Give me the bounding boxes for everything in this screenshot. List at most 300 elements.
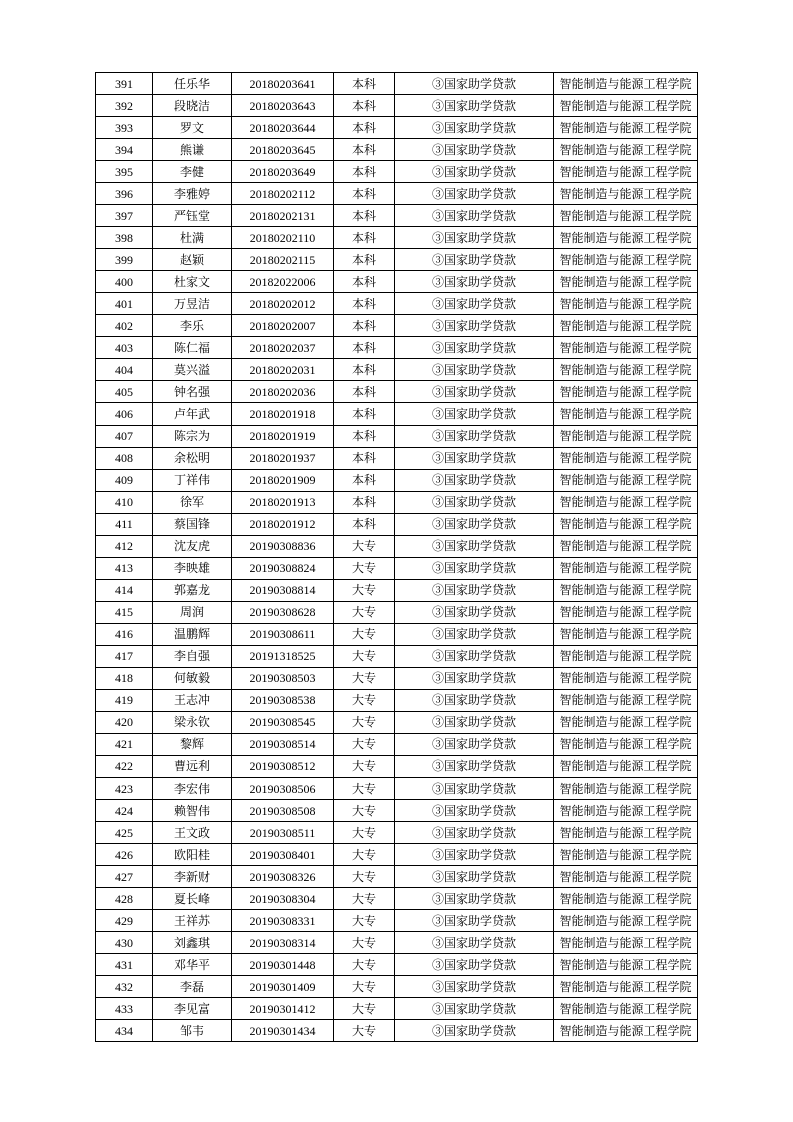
student-name-cell: 李见富 [153, 998, 232, 1020]
table-row [96, 800, 698, 822]
education-level-cell: 大专 [334, 601, 395, 623]
education-level-cell: 大专 [334, 535, 395, 557]
student-name-cell: 曹远利 [153, 755, 232, 777]
education-level-cell: 大专 [334, 800, 395, 822]
table-row [96, 425, 698, 447]
row-number-cell: 418 [96, 667, 153, 689]
row-number-cell: 427 [96, 866, 153, 888]
loan-type-cell: ③国家助学贷款 [395, 932, 554, 954]
loan-type-cell: ③国家助学贷款 [395, 425, 554, 447]
student-name-cell: 蔡国锋 [153, 513, 232, 535]
row-number-cell: 433 [96, 998, 153, 1020]
loan-type-cell: ③国家助学贷款 [395, 535, 554, 557]
education-level-cell: 大专 [334, 954, 395, 976]
table-row [96, 557, 698, 579]
loan-type-cell: ③国家助学贷款 [395, 645, 554, 667]
education-level-cell: 本科 [334, 183, 395, 205]
college-name-cell: 智能制造与能源工程学院 [554, 227, 698, 249]
education-level-cell: 本科 [334, 359, 395, 381]
loan-type-cell: ③国家助学贷款 [395, 337, 554, 359]
loan-type-cell: ③国家助学贷款 [395, 403, 554, 425]
table-row [96, 139, 698, 161]
row-number-cell: 421 [96, 733, 153, 755]
college-name-cell: 智能制造与能源工程学院 [554, 139, 698, 161]
education-level-cell: 本科 [334, 469, 395, 491]
row-number-cell: 409 [96, 469, 153, 491]
education-level-cell: 大专 [334, 667, 395, 689]
table-body [96, 73, 698, 1042]
education-level-cell: 大专 [334, 755, 395, 777]
row-number-cell: 396 [96, 183, 153, 205]
table-row [96, 645, 698, 667]
table-row [96, 998, 698, 1020]
student-id-cell: 20190308824 [232, 557, 334, 579]
row-number-cell: 399 [96, 249, 153, 271]
table-row [96, 513, 698, 535]
student-id-cell: 20190308538 [232, 689, 334, 711]
college-name-cell: 智能制造与能源工程学院 [554, 822, 698, 844]
student-id-cell: 20190308511 [232, 822, 334, 844]
row-number-cell: 423 [96, 778, 153, 800]
row-number-cell: 431 [96, 954, 153, 976]
student-name-cell: 杜家文 [153, 271, 232, 293]
education-level-cell: 本科 [334, 513, 395, 535]
table-row [96, 822, 698, 844]
student-name-cell: 何敏毅 [153, 667, 232, 689]
student-id-cell: 20180201918 [232, 403, 334, 425]
table-row [96, 73, 698, 95]
student-id-cell: 20180201937 [232, 447, 334, 469]
row-number-cell: 410 [96, 491, 153, 513]
student-id-cell: 20190308628 [232, 601, 334, 623]
student-name-cell: 杜满 [153, 227, 232, 249]
education-level-cell: 大专 [334, 866, 395, 888]
education-level-cell: 大专 [334, 844, 395, 866]
loan-type-cell: ③国家助学贷款 [395, 557, 554, 579]
education-level-cell: 大专 [334, 998, 395, 1020]
student-name-cell: 温鹏辉 [153, 623, 232, 645]
row-number-cell: 419 [96, 689, 153, 711]
row-number-cell: 417 [96, 645, 153, 667]
loan-type-cell: ③国家助学贷款 [395, 183, 554, 205]
student-name-cell: 李新财 [153, 866, 232, 888]
table-row [96, 689, 698, 711]
row-number-cell: 430 [96, 932, 153, 954]
loan-type-cell: ③国家助学贷款 [395, 73, 554, 95]
college-name-cell: 智能制造与能源工程学院 [554, 271, 698, 293]
student-name-cell: 罗文 [153, 117, 232, 139]
row-number-cell: 405 [96, 381, 153, 403]
college-name-cell: 智能制造与能源工程学院 [554, 535, 698, 557]
row-number-cell: 401 [96, 293, 153, 315]
college-name-cell: 智能制造与能源工程学院 [554, 249, 698, 271]
row-number-cell: 411 [96, 513, 153, 535]
college-name-cell: 智能制造与能源工程学院 [554, 844, 698, 866]
student-name-cell: 丁祥伟 [153, 469, 232, 491]
education-level-cell: 大专 [334, 645, 395, 667]
table-row [96, 293, 698, 315]
loan-type-cell: ③国家助学贷款 [395, 579, 554, 601]
education-level-cell: 大专 [334, 579, 395, 601]
student-loan-table [95, 72, 698, 1042]
loan-type-cell: ③国家助学贷款 [395, 711, 554, 733]
loan-type-cell: ③国家助学贷款 [395, 822, 554, 844]
education-level-cell: 本科 [334, 117, 395, 139]
student-id-cell: 20190308314 [232, 932, 334, 954]
table-row [96, 932, 698, 954]
student-id-cell: 20190308508 [232, 800, 334, 822]
loan-type-cell: ③国家助学贷款 [395, 227, 554, 249]
student-name-cell: 梁永钦 [153, 711, 232, 733]
row-number-cell: 407 [96, 425, 153, 447]
student-name-cell: 夏长峰 [153, 888, 232, 910]
student-id-cell: 20180202037 [232, 337, 334, 359]
college-name-cell: 智能制造与能源工程学院 [554, 778, 698, 800]
college-name-cell: 智能制造与能源工程学院 [554, 557, 698, 579]
table-row [96, 535, 698, 557]
loan-type-cell: ③国家助学贷款 [395, 601, 554, 623]
student-name-cell: 王祥苏 [153, 910, 232, 932]
loan-type-cell: ③国家助学贷款 [395, 755, 554, 777]
college-name-cell: 智能制造与能源工程学院 [554, 337, 698, 359]
education-level-cell: 本科 [334, 381, 395, 403]
student-name-cell: 沈友虎 [153, 535, 232, 557]
student-id-cell: 20180202012 [232, 293, 334, 315]
student-id-cell: 20190308512 [232, 755, 334, 777]
loan-type-cell: ③国家助学贷款 [395, 205, 554, 227]
student-name-cell: 任乐华 [153, 73, 232, 95]
table-row [96, 491, 698, 513]
student-id-cell: 20180202131 [232, 205, 334, 227]
student-name-cell: 段晓洁 [153, 95, 232, 117]
college-name-cell: 智能制造与能源工程学院 [554, 293, 698, 315]
education-level-cell: 本科 [334, 491, 395, 513]
college-name-cell: 智能制造与能源工程学院 [554, 601, 698, 623]
student-name-cell: 严钰堂 [153, 205, 232, 227]
loan-type-cell: ③国家助学贷款 [395, 139, 554, 161]
college-name-cell: 智能制造与能源工程学院 [554, 800, 698, 822]
loan-type-cell: ③国家助学贷款 [395, 513, 554, 535]
education-level-cell: 大专 [334, 888, 395, 910]
student-id-cell: 20190301434 [232, 1020, 334, 1042]
row-number-cell: 415 [96, 601, 153, 623]
loan-type-cell: ③国家助学贷款 [395, 117, 554, 139]
student-id-cell: 20180202036 [232, 381, 334, 403]
college-name-cell: 智能制造与能源工程学院 [554, 447, 698, 469]
table-row [96, 1020, 698, 1042]
student-id-cell: 20190308814 [232, 579, 334, 601]
college-name-cell: 智能制造与能源工程学院 [554, 1020, 698, 1042]
education-level-cell: 本科 [334, 293, 395, 315]
loan-type-cell: ③国家助学贷款 [395, 1020, 554, 1042]
student-name-cell: 熊谦 [153, 139, 232, 161]
college-name-cell: 智能制造与能源工程学院 [554, 425, 698, 447]
education-level-cell: 本科 [334, 205, 395, 227]
row-number-cell: 400 [96, 271, 153, 293]
row-number-cell: 434 [96, 1020, 153, 1042]
student-name-cell: 李磊 [153, 976, 232, 998]
table-row [96, 844, 698, 866]
education-level-cell: 本科 [334, 139, 395, 161]
college-name-cell: 智能制造与能源工程学院 [554, 888, 698, 910]
education-level-cell: 大专 [334, 689, 395, 711]
college-name-cell: 智能制造与能源工程学院 [554, 755, 698, 777]
table-row [96, 381, 698, 403]
table-row [96, 205, 698, 227]
student-id-cell: 20191318525 [232, 645, 334, 667]
student-id-cell: 20180203644 [232, 117, 334, 139]
row-number-cell: 392 [96, 95, 153, 117]
student-id-cell: 20190308545 [232, 711, 334, 733]
row-number-cell: 402 [96, 315, 153, 337]
student-name-cell: 王文政 [153, 822, 232, 844]
education-level-cell: 大专 [334, 1020, 395, 1042]
table-row [96, 227, 698, 249]
loan-type-cell: ③国家助学贷款 [395, 800, 554, 822]
row-number-cell: 393 [96, 117, 153, 139]
student-id-cell: 20180201919 [232, 425, 334, 447]
student-name-cell: 李宏伟 [153, 778, 232, 800]
loan-type-cell: ③国家助学贷款 [395, 689, 554, 711]
student-id-cell: 20190308514 [232, 733, 334, 755]
row-number-cell: 391 [96, 73, 153, 95]
college-name-cell: 智能制造与能源工程学院 [554, 469, 698, 491]
row-number-cell: 432 [96, 976, 153, 998]
table-row [96, 888, 698, 910]
education-level-cell: 大专 [334, 910, 395, 932]
loan-type-cell: ③国家助学贷款 [395, 623, 554, 645]
table-row [96, 447, 698, 469]
student-id-cell: 20180203641 [232, 73, 334, 95]
college-name-cell: 智能制造与能源工程学院 [554, 491, 698, 513]
student-name-cell: 李健 [153, 161, 232, 183]
college-name-cell: 智能制造与能源工程学院 [554, 183, 698, 205]
education-level-cell: 大专 [334, 733, 395, 755]
student-id-cell: 20190308401 [232, 844, 334, 866]
student-name-cell: 莫兴溢 [153, 359, 232, 381]
loan-type-cell: ③国家助学贷款 [395, 315, 554, 337]
loan-type-cell: ③国家助学贷款 [395, 976, 554, 998]
loan-type-cell: ③国家助学贷款 [395, 667, 554, 689]
row-number-cell: 428 [96, 888, 153, 910]
student-id-cell: 20180202112 [232, 183, 334, 205]
loan-type-cell: ③国家助学贷款 [395, 888, 554, 910]
table-row [96, 778, 698, 800]
education-level-cell: 本科 [334, 249, 395, 271]
student-name-cell: 刘鑫琪 [153, 932, 232, 954]
education-level-cell: 大专 [334, 932, 395, 954]
table-row [96, 271, 698, 293]
student-id-cell: 20180203649 [232, 161, 334, 183]
education-level-cell: 大专 [334, 976, 395, 998]
loan-type-cell: ③国家助学贷款 [395, 381, 554, 403]
student-name-cell: 徐军 [153, 491, 232, 513]
college-name-cell: 智能制造与能源工程学院 [554, 866, 698, 888]
row-number-cell: 429 [96, 910, 153, 932]
education-level-cell: 本科 [334, 271, 395, 293]
student-id-cell: 20190308611 [232, 623, 334, 645]
table-row [96, 623, 698, 645]
education-level-cell: 本科 [334, 227, 395, 249]
row-number-cell: 422 [96, 755, 153, 777]
college-name-cell: 智能制造与能源工程学院 [554, 403, 698, 425]
education-level-cell: 本科 [334, 447, 395, 469]
college-name-cell: 智能制造与能源工程学院 [554, 689, 698, 711]
college-name-cell: 智能制造与能源工程学院 [554, 73, 698, 95]
row-number-cell: 416 [96, 623, 153, 645]
table-row [96, 249, 698, 271]
loan-type-cell: ③国家助学贷款 [395, 447, 554, 469]
college-name-cell: 智能制造与能源工程学院 [554, 513, 698, 535]
row-number-cell: 397 [96, 205, 153, 227]
student-id-cell: 20190301409 [232, 976, 334, 998]
college-name-cell: 智能制造与能源工程学院 [554, 623, 698, 645]
row-number-cell: 398 [96, 227, 153, 249]
row-number-cell: 404 [96, 359, 153, 381]
loan-type-cell: ③国家助学贷款 [395, 293, 554, 315]
row-number-cell: 403 [96, 337, 153, 359]
student-name-cell: 赖智伟 [153, 800, 232, 822]
college-name-cell: 智能制造与能源工程学院 [554, 932, 698, 954]
table-row [96, 95, 698, 117]
education-level-cell: 大专 [334, 623, 395, 645]
student-id-cell: 20180201909 [232, 469, 334, 491]
row-number-cell: 425 [96, 822, 153, 844]
row-number-cell: 395 [96, 161, 153, 183]
college-name-cell: 智能制造与能源工程学院 [554, 95, 698, 117]
college-name-cell: 智能制造与能源工程学院 [554, 711, 698, 733]
student-name-cell: 王志冲 [153, 689, 232, 711]
row-number-cell: 424 [96, 800, 153, 822]
table-row [96, 910, 698, 932]
student-id-cell: 20180201913 [232, 491, 334, 513]
education-level-cell: 本科 [334, 403, 395, 425]
loan-type-cell: ③国家助学贷款 [395, 95, 554, 117]
student-id-cell: 20180203643 [232, 95, 334, 117]
student-id-cell: 20182022006 [232, 271, 334, 293]
table-row [96, 337, 698, 359]
loan-type-cell: ③国家助学贷款 [395, 778, 554, 800]
college-name-cell: 智能制造与能源工程学院 [554, 161, 698, 183]
college-name-cell: 智能制造与能源工程学院 [554, 976, 698, 998]
college-name-cell: 智能制造与能源工程学院 [554, 205, 698, 227]
table-row [96, 403, 698, 425]
row-number-cell: 412 [96, 535, 153, 557]
loan-type-cell: ③国家助学贷款 [395, 249, 554, 271]
table-row [96, 976, 698, 998]
student-name-cell: 余松明 [153, 447, 232, 469]
loan-type-cell: ③国家助学贷款 [395, 491, 554, 513]
college-name-cell: 智能制造与能源工程学院 [554, 910, 698, 932]
student-name-cell: 李乐 [153, 315, 232, 337]
row-number-cell: 406 [96, 403, 153, 425]
loan-type-cell: ③国家助学贷款 [395, 866, 554, 888]
college-name-cell: 智能制造与能源工程学院 [554, 645, 698, 667]
loan-type-cell: ③国家助学贷款 [395, 844, 554, 866]
college-name-cell: 智能制造与能源工程学院 [554, 359, 698, 381]
student-id-cell: 20180202110 [232, 227, 334, 249]
student-id-cell: 20190308506 [232, 778, 334, 800]
education-level-cell: 大专 [334, 822, 395, 844]
table-row [96, 359, 698, 381]
student-name-cell: 邓华平 [153, 954, 232, 976]
row-number-cell: 394 [96, 139, 153, 161]
student-id-cell: 20180202115 [232, 249, 334, 271]
loan-type-cell: ③国家助学贷款 [395, 954, 554, 976]
table-row [96, 733, 698, 755]
education-level-cell: 大专 [334, 557, 395, 579]
row-number-cell: 413 [96, 557, 153, 579]
education-level-cell: 大专 [334, 778, 395, 800]
loan-type-cell: ③国家助学贷款 [395, 271, 554, 293]
table-row [96, 117, 698, 139]
student-id-cell: 20190308836 [232, 535, 334, 557]
row-number-cell: 408 [96, 447, 153, 469]
table-row [96, 315, 698, 337]
student-name-cell: 钟名强 [153, 381, 232, 403]
loan-type-cell: ③国家助学贷款 [395, 733, 554, 755]
student-id-cell: 20180202007 [232, 315, 334, 337]
table-row [96, 954, 698, 976]
student-name-cell: 李雅婷 [153, 183, 232, 205]
table-row [96, 667, 698, 689]
college-name-cell: 智能制造与能源工程学院 [554, 733, 698, 755]
student-id-cell: 20180201912 [232, 513, 334, 535]
table-row [96, 161, 698, 183]
student-id-cell: 20190308331 [232, 910, 334, 932]
loan-type-cell: ③国家助学贷款 [395, 998, 554, 1020]
row-number-cell: 414 [96, 579, 153, 601]
student-name-cell: 邹韦 [153, 1020, 232, 1042]
college-name-cell: 智能制造与能源工程学院 [554, 667, 698, 689]
education-level-cell: 本科 [334, 73, 395, 95]
student-id-cell: 20190308304 [232, 888, 334, 910]
student-name-cell: 赵颖 [153, 249, 232, 271]
college-name-cell: 智能制造与能源工程学院 [554, 954, 698, 976]
student-id-cell: 20190308326 [232, 866, 334, 888]
table-row [96, 711, 698, 733]
row-number-cell: 420 [96, 711, 153, 733]
student-id-cell: 20190308503 [232, 667, 334, 689]
student-name-cell: 万昱洁 [153, 293, 232, 315]
loan-type-cell: ③国家助学贷款 [395, 469, 554, 491]
table-row [96, 755, 698, 777]
student-name-cell: 欧阳桂 [153, 844, 232, 866]
student-name-cell: 陈宗为 [153, 425, 232, 447]
loan-type-cell: ③国家助学贷款 [395, 910, 554, 932]
student-name-cell: 陈仁福 [153, 337, 232, 359]
student-name-cell: 李自强 [153, 645, 232, 667]
education-level-cell: 大专 [334, 711, 395, 733]
education-level-cell: 本科 [334, 95, 395, 117]
table-row [96, 183, 698, 205]
student-name-cell: 周润 [153, 601, 232, 623]
table-row [96, 866, 698, 888]
education-level-cell: 本科 [334, 337, 395, 359]
college-name-cell: 智能制造与能源工程学院 [554, 315, 698, 337]
college-name-cell: 智能制造与能源工程学院 [554, 998, 698, 1020]
table-row [96, 601, 698, 623]
student-name-cell: 卢年武 [153, 403, 232, 425]
education-level-cell: 本科 [334, 425, 395, 447]
education-level-cell: 本科 [334, 161, 395, 183]
student-name-cell: 李映雄 [153, 557, 232, 579]
student-id-cell: 20190301448 [232, 954, 334, 976]
row-number-cell: 426 [96, 844, 153, 866]
college-name-cell: 智能制造与能源工程学院 [554, 381, 698, 403]
table-row [96, 579, 698, 601]
student-name-cell: 郭嘉龙 [153, 579, 232, 601]
